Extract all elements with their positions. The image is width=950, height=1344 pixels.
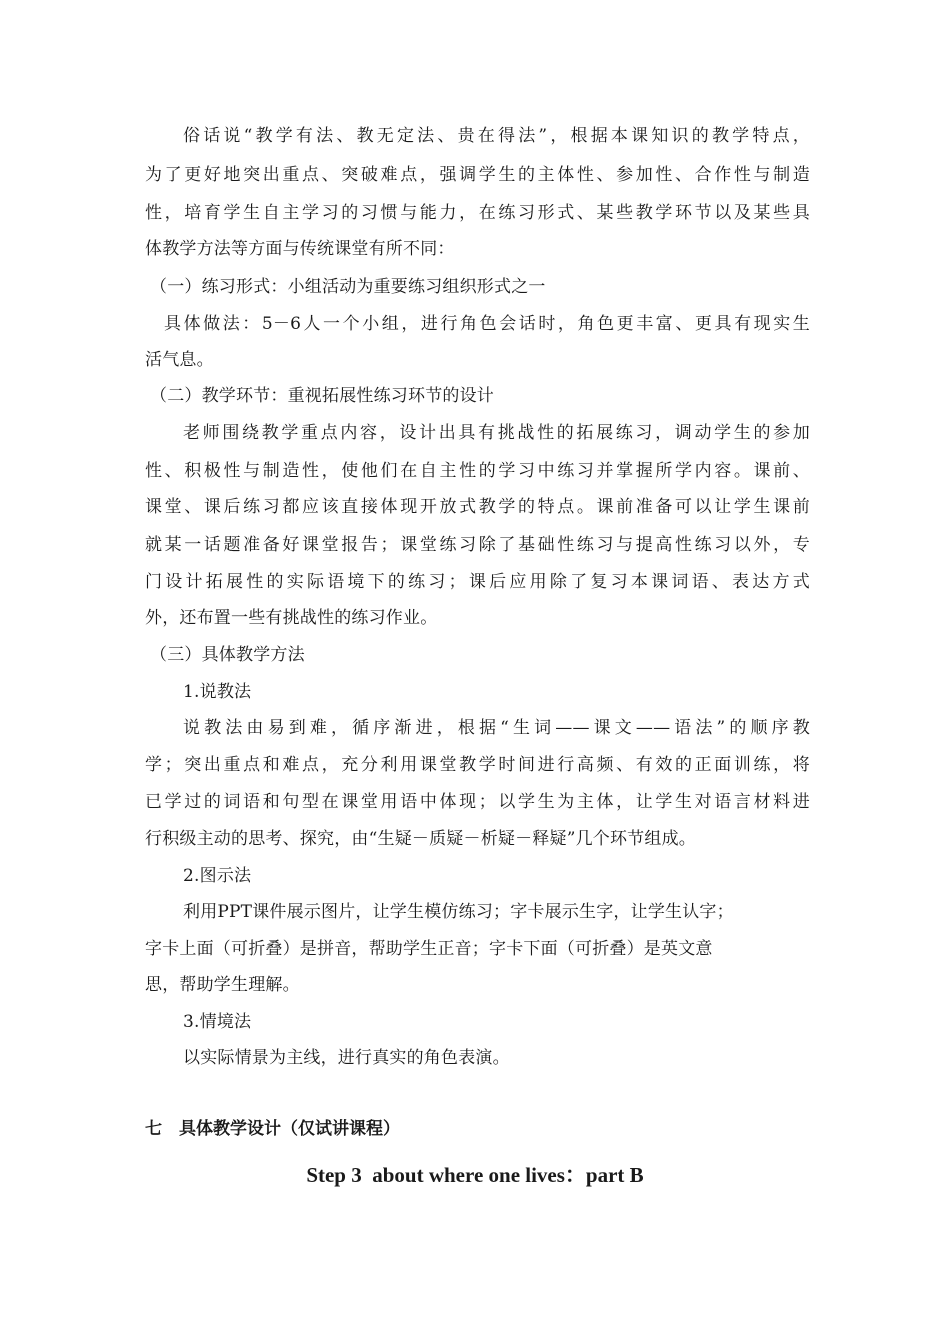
section-2-line-1: 老师围绕教学重点内容，设计出具有挑战性的拓展练习，调动学生的参加 bbox=[183, 423, 810, 443]
section-2-title: （二）教学环节：重视拓展性练习环节的设计 bbox=[150, 386, 494, 406]
method-2-line-2: 字卡上面（可折叠）是拼音，帮助学生正音；字卡下面（可折叠）是英文意 bbox=[145, 939, 713, 959]
intro-line-4: 体教学方法等方面与传统课堂有所不同： bbox=[145, 239, 455, 259]
method-1-title: 1.说教法 bbox=[183, 682, 252, 702]
intro-line-3: 性，培育学生自主学习的习惯与能力，在练习形式、某些教学环节以及某些具 bbox=[145, 203, 810, 223]
section-2-line-3: 课堂、课后练习都应该直接体现开放式教学的特点。课前准备可以让学生课前 bbox=[145, 497, 810, 517]
method-3-title: 3.情境法 bbox=[183, 1012, 252, 1032]
section-7-heading: 七 具体教学设计（仅试讲课程） bbox=[145, 1119, 400, 1139]
intro-line-1: 俗话说“教学有法、教无定法、贵在得法”，根据本课知识的教学特点， bbox=[183, 126, 810, 146]
method-1-line-3: 已学过的词语和句型在课堂用语中体现；以学生为主体，让学生对语言材料进 bbox=[145, 792, 810, 812]
method-2-line-3: 思，帮助学生理解。 bbox=[145, 975, 300, 995]
section-1-line-2: 活气息。 bbox=[145, 350, 214, 370]
section-1-title: （一）练习形式：小组活动为重要练习组织形式之一 bbox=[150, 277, 546, 297]
method-2-title: 2.图示法 bbox=[183, 866, 252, 886]
method-1-line-4: 行积级主动的思考、探究，由“生疑－质疑－析疑－释疑”几个环节组成。 bbox=[145, 829, 696, 849]
section-2-line-2: 性、积极性与制造性，使他们在自主性的学习中练习并掌握所学内容。课前、 bbox=[145, 461, 810, 481]
section-1-line-1: 具体做法：5－6人一个小组，进行角色会话时，角色更丰富、更具有现实生 bbox=[164, 314, 810, 334]
method-3-line-1: 以实际情景为主线，进行真实的角色表演。 bbox=[183, 1048, 510, 1068]
method-1-line-1: 说教法由易到难，循序渐进，根据“生词——课文——语法”的顺序教 bbox=[183, 718, 810, 738]
step-title: Step 3 about where one lives：part B bbox=[306, 1163, 644, 1187]
method-2-line-1: 利用PPT课件展示图片，让学生模仿练习；字卡展示生字，让学生认字； bbox=[183, 902, 734, 922]
section-2-line-5: 门设计拓展性的实际语境下的练习；课后应用除了复习本课词语、表达方式 bbox=[145, 572, 810, 592]
method-1-line-2: 学；突出重点和难点，充分利用课堂教学时间进行高频、有效的正面训练，将 bbox=[145, 755, 810, 775]
section-3-title: （三）具体教学方法 bbox=[150, 645, 305, 665]
section-2-line-6: 外，还布置一些有挑战性的练习作业。 bbox=[145, 608, 438, 628]
intro-line-2: 为了更好地突出重点、突破难点，强调学生的主体性、参加性、合作性与制造 bbox=[145, 165, 810, 185]
section-2-line-4: 就某一话题准备好课堂报告；课堂练习除了基础性练习与提高性练习以外，专 bbox=[145, 535, 810, 555]
